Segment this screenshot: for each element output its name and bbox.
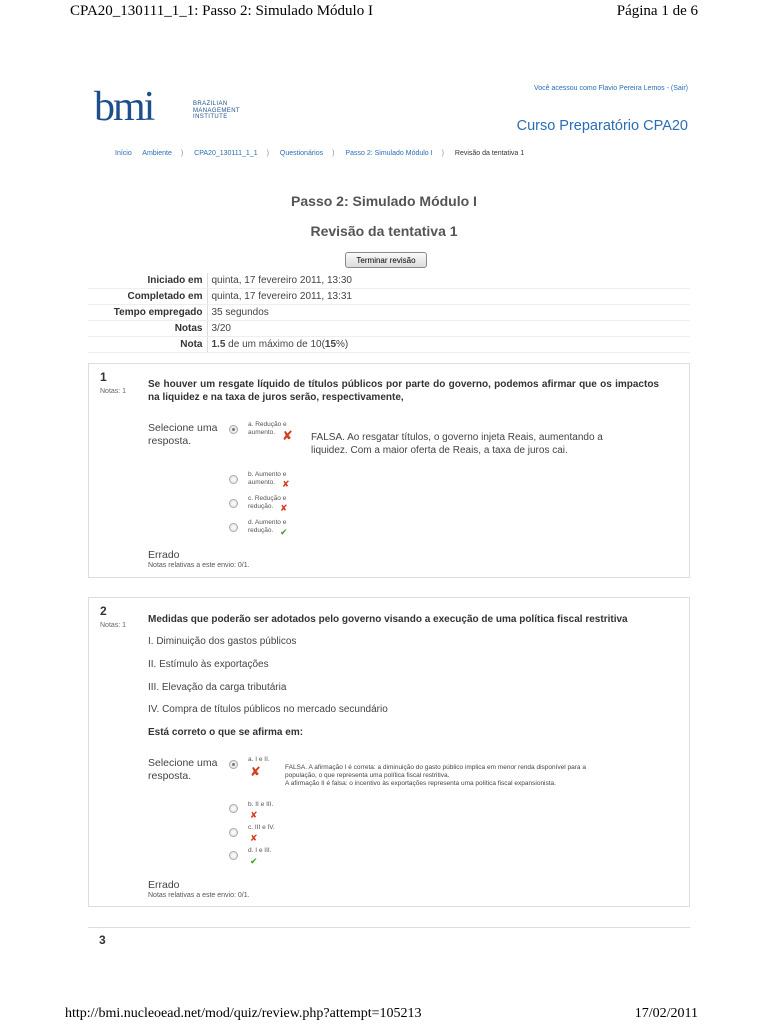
logo-subtitle	[193, 101, 240, 121]
breadcrumb	[115, 150, 533, 157]
grade-text: de um máximo de 10(	[225, 339, 325, 350]
breadcrumb-separator: )	[180, 150, 184, 157]
question-text: Medidas que poderão ser adotados pelo governo visando a execução de uma política fiscal restritiva	[148, 614, 628, 625]
bmi-logo[interactable]	[94, 84, 254, 130]
statement-1: I. Diminuição dos gastos públicos	[148, 636, 297, 647]
statement-2: II. Estímulo às exportações	[148, 659, 269, 670]
answer-radio-b[interactable]	[229, 475, 238, 484]
end-review-button[interactable]: Terminar revisão	[345, 252, 427, 268]
answer-radio-d[interactable]	[229, 851, 238, 860]
print-footer	[0, 1006, 768, 1024]
table-row	[88, 273, 690, 289]
select-answer-label: Selecione uma resposta.	[148, 422, 218, 447]
question-number: 1	[100, 370, 107, 384]
grade-value: 1.5	[211, 339, 226, 350]
wrong-icon: ✘	[250, 810, 258, 820]
grade-percent: 15	[324, 339, 337, 350]
grade-text-end: %)	[336, 339, 349, 350]
answer-option-a[interactable]: a. Redução e aumento.	[248, 421, 287, 436]
table-row	[88, 337, 690, 353]
answer-radio-a[interactable]	[229, 425, 238, 434]
summary-value: 35 segundos	[207, 305, 690, 321]
answer-option-d[interactable]: d. Aumento e redução.	[248, 519, 287, 534]
question-grade: Notas: 1	[100, 622, 127, 629]
page-title: Passo 2: Simulado Módulo I	[291, 193, 477, 209]
summary-value	[207, 337, 690, 353]
summary-value: quinta, 17 fevereiro 2011, 13:31	[207, 289, 690, 305]
course-title: Curso Preparatório CPA20	[516, 118, 688, 134]
print-footer-date: 17/02/2011	[634, 1006, 698, 1021]
feedback-line: A afirmação II é falsa: o incentivo às exportações representa uma política fiscal expansionista.	[285, 780, 556, 787]
select-answer-label: Selecione uma resposta.	[148, 757, 218, 782]
logo-sub-line: INSTITUTE	[193, 114, 228, 120]
answer-option-a[interactable]: a. I e II.	[248, 756, 270, 763]
summary-label: Nota	[88, 337, 207, 353]
answer-option-b[interactable]: b. II e III.	[248, 801, 274, 808]
summary-value: quinta, 17 fevereiro 2011, 13:30	[207, 273, 690, 289]
breadcrumb-item-inicio[interactable]: Início	[115, 150, 132, 157]
answer-option-b[interactable]: b. Aumento e aumento.	[248, 471, 287, 486]
logo-sub-line: MANAGEMENT	[193, 107, 241, 114]
logo-sub-line: BRAZILIAN	[193, 101, 228, 107]
question-number: 2	[100, 604, 107, 618]
summary-label: Completado em	[88, 289, 207, 305]
table-row	[88, 305, 690, 321]
attempt-summary-table	[88, 273, 690, 353]
correct-icon: ✔	[280, 527, 288, 537]
result-status: Errado	[148, 879, 180, 891]
answer-radio-c[interactable]	[229, 499, 238, 508]
summary-label: Iniciado em	[88, 273, 207, 289]
summary-value: 3/20	[207, 321, 690, 337]
statement-4: IV. Compra de títulos públicos no mercado secundário	[148, 704, 388, 715]
result-note: Notas relativas a este envio: 0/1.	[148, 892, 250, 899]
answer-radio-d[interactable]	[229, 523, 238, 532]
statement-3: III. Elevação da carga tributária	[148, 682, 287, 693]
result-status: Errado	[148, 549, 180, 561]
summary-label: Notas	[88, 321, 207, 337]
wrong-icon: ✘	[280, 503, 288, 513]
question-2	[88, 597, 690, 907]
print-header	[0, 3, 768, 23]
breadcrumb-separator: )	[441, 150, 444, 157]
print-header-page: Página 1 de 6	[616, 3, 698, 19]
breadcrumb-separator: )	[332, 150, 335, 157]
question-text: Se houver um resgate líquido de títulos públicos por parte do governo, podemos afirmar que os impactos na liquidez e na taxa de juros serão, respectivamente,	[148, 379, 659, 403]
question-1	[88, 363, 690, 578]
answer-radio-b[interactable]	[229, 804, 238, 813]
answer-option-c[interactable]: c. III e IV.	[248, 824, 275, 831]
correct-icon: ✔	[250, 856, 258, 866]
question-grade: Notas: 1	[100, 388, 127, 395]
question-number: 3	[99, 933, 106, 947]
breadcrumb-item-course[interactable]: CPA20_130111_1_1	[194, 150, 258, 157]
wrong-icon: ✘	[250, 833, 258, 843]
wrong-icon: ✘	[282, 479, 290, 489]
answer-radio-a[interactable]	[229, 760, 238, 769]
breadcrumb-item-quiz[interactable]: Passo 2: Simulado Módulo I	[345, 150, 433, 157]
breadcrumb-item-ambiente[interactable]: Ambiente	[142, 150, 172, 157]
print-footer-url: http://bmi.nucleoead.net/mod/quiz/review.php?attempt=105213	[65, 1006, 422, 1021]
answer-option-c[interactable]: c. Redução e redução.	[248, 495, 287, 510]
attempt-title: Revisão da tentativa 1	[310, 223, 458, 239]
wrong-icon: ✘	[282, 428, 293, 443]
answer-feedback: FALSA. Ao resgatar títulos, o governo injeta Reais, aumentando a liquidez. Com a maior oferta de Reais, a taxa de juros cai.	[311, 432, 603, 456]
question-divider	[88, 927, 690, 928]
result-note: Notas relativas a este envio: 0/1.	[148, 562, 250, 569]
answer-option-d[interactable]: d. I e III.	[248, 847, 272, 854]
logo-word: bmi	[94, 84, 154, 130]
feedback-line: população, o que representa uma política fiscal restritiva.	[285, 772, 450, 779]
login-info-link[interactable]: Você acessou como Flavio Pereira Lemos - (Sair)	[533, 85, 688, 92]
wrong-icon: ✘	[250, 764, 261, 779]
breadcrumb-item-current: Revisão da tentativa 1	[454, 150, 525, 157]
summary-label: Tempo empregado	[88, 305, 207, 321]
answer-radio-c[interactable]	[229, 828, 238, 837]
table-row	[88, 321, 690, 337]
table-row	[88, 289, 690, 305]
feedback-line: FALSA. A afirmação I é correta: a diminuição do gasto público implica em menor renda disponível para a	[285, 764, 586, 771]
print-header-title: CPA20_130111_1_1: Passo 2: Simulado Módulo I	[70, 3, 373, 19]
breadcrumb-separator: )	[266, 150, 269, 157]
breadcrumb-item-questionarios[interactable]: Questionários	[279, 150, 324, 157]
question-prompt: Está correto o que se afirma em:	[148, 727, 304, 738]
answer-feedback	[285, 764, 645, 788]
